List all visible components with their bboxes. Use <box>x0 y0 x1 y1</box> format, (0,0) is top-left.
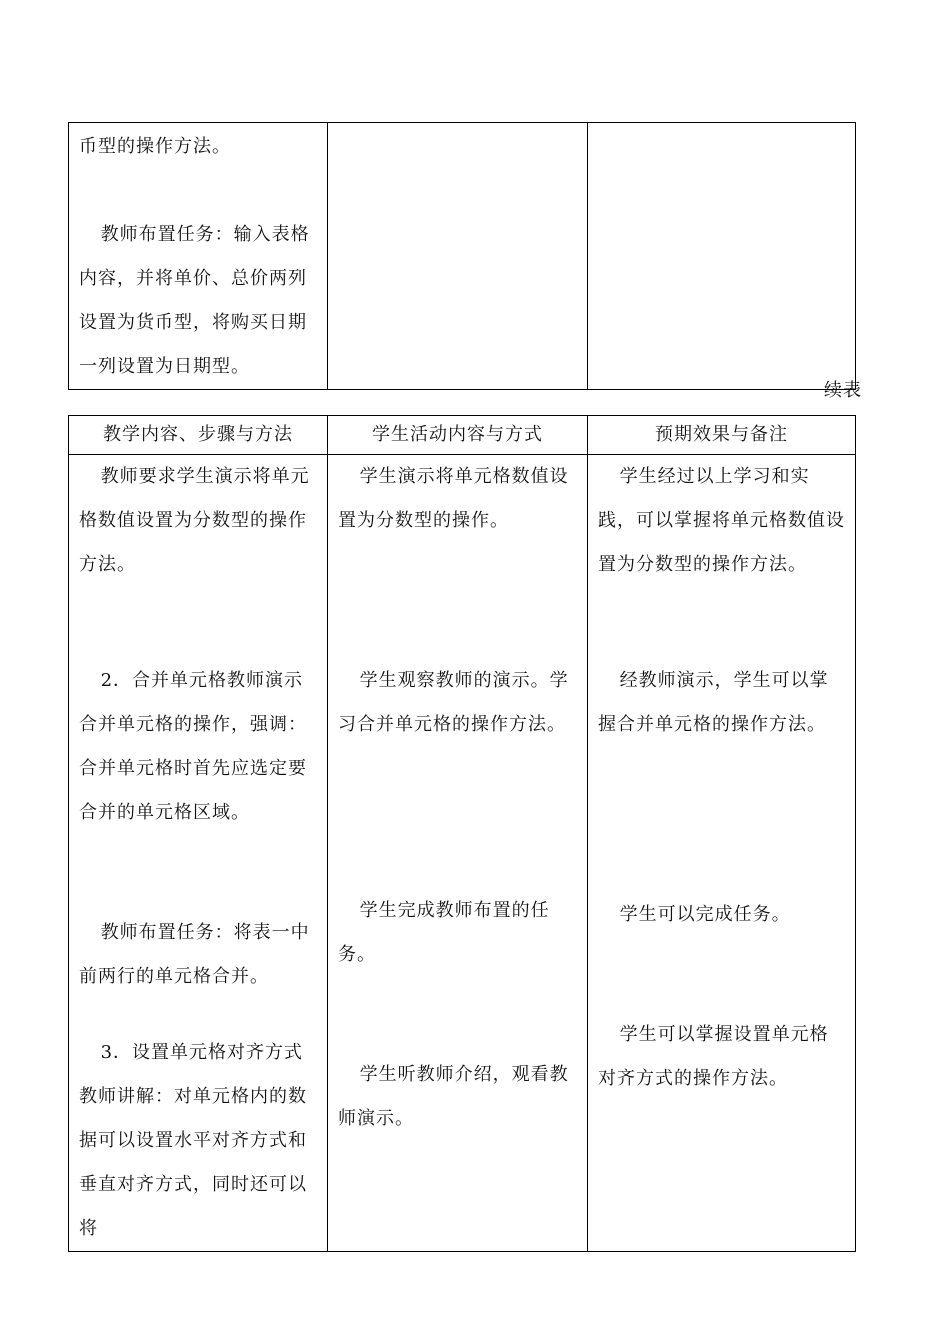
activity-item: 学生观察教师的演示。学习合并单元格的操作方法。 <box>338 670 569 735</box>
method-step: 2．合并单元格教师演示合并单元格的操作，强调：合并单元格时首先应选定要合并的单元格区域。 <box>79 670 307 823</box>
effect-item: 学生可以掌握设置单元格对齐方式的操作方法。 <box>598 1024 829 1089</box>
continued-label: 续表 <box>824 380 862 401</box>
effect-item: 经教师演示，学生可以掌握合并单元格的操作方法。 <box>598 670 829 735</box>
method-step: 3．设置单元格对齐方式教师讲解：对单元格内的数据可以设置水平对齐方式和垂直对齐方式，同时还可以将 <box>79 1042 307 1239</box>
method-step: 教师布置任务：将表一中前两行的单元格合并。 <box>79 922 310 987</box>
activity-item: 学生完成教师布置的任务。 <box>338 900 550 965</box>
text-line: 一列设置为日期型。 <box>79 356 250 377</box>
activity-item: 学生演示将单元格数值设置为分数型的操作。 <box>338 466 569 531</box>
table-continuation <box>68 122 856 390</box>
table-cell-method <box>69 123 328 390</box>
header-effect: 预期效果与备注 <box>588 416 856 455</box>
method-step: 教师要求学生演示将单元格数值设置为分数型的操作方法。 <box>79 466 310 575</box>
text-line: 设置为货币型，将购买日期 <box>79 312 307 333</box>
activity-item: 学生听教师介绍，观看教师演示。 <box>338 1064 569 1129</box>
lesson-table <box>68 415 856 1252</box>
text-line: 教师布置任务：输入表格 <box>100 224 310 245</box>
table-cell-effect <box>588 123 856 390</box>
header-method: 教学内容、步骤与方法 <box>69 416 328 455</box>
header-activity: 学生活动内容与方式 <box>328 416 588 455</box>
table-cell-activity <box>328 455 588 1252</box>
table-cell-method <box>69 455 328 1252</box>
table-row <box>69 455 856 1252</box>
effect-item: 学生经过以上学习和实践，可以掌握将单元格数值设置为分数型的操作方法。 <box>598 466 845 575</box>
text-line: 币型的操作方法。 <box>79 136 231 157</box>
text-line: 内容，并将单价、总价两列 <box>79 268 307 289</box>
table-cell-activity <box>328 123 588 390</box>
table-cell-effect <box>588 455 856 1252</box>
table-header-row <box>69 416 856 455</box>
effect-item: 学生可以完成任务。 <box>619 904 791 925</box>
text-line <box>79 169 319 213</box>
table-row <box>69 123 856 390</box>
